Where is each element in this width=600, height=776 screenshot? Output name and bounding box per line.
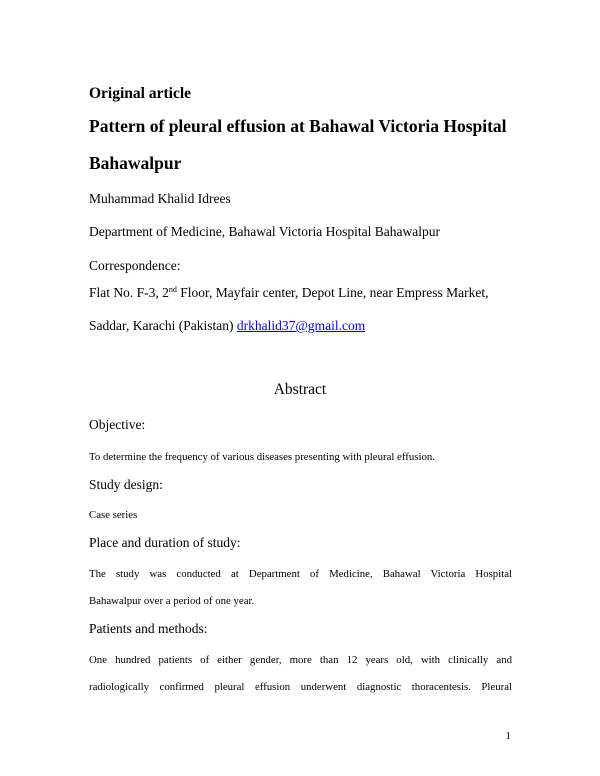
- place-duration-heading: Place and duration of study:: [89, 535, 241, 550]
- address-end: Floor, Mayfair center, Depot Line, near Empress Market,: [176, 285, 489, 300]
- page-number: 1: [505, 730, 511, 742]
- correspondence-label: Correspondence:: [89, 258, 181, 273]
- correspondence-address-line-1: [89, 285, 488, 301]
- study-design-heading: Study design:: [89, 477, 163, 492]
- place-duration-text-line-2: Bahawalpur over a period of one year.: [89, 595, 255, 607]
- author-department: Department of Medicine, Bahawal Victoria Hospital Bahawalpur: [89, 224, 440, 239]
- place-duration-text-line-1: The study was conducted at Department of Medicine, Bahawal Victoria Hospital: [89, 568, 512, 580]
- email-link[interactable]: drkhalid37@gmail.com: [236, 318, 366, 333]
- title-line-1: Pattern of pleural effusion at Bahawal Victoria Hospital: [89, 116, 507, 136]
- objective-text: To determine the frequency of various diseases presenting with pleural effusion.: [89, 451, 435, 463]
- address-city: Saddar, Karachi (Pakistan): [89, 318, 237, 333]
- title-line-2: Bahawalpur: [89, 153, 182, 173]
- patients-methods-text-line-2: radiologically confirmed pleural effusion underwent diagnostic thoracentesis. Pleural: [89, 681, 512, 693]
- objective-heading: Objective:: [89, 417, 146, 432]
- correspondence-address-line-2: [89, 318, 365, 334]
- address-superscript: nd: [168, 285, 177, 294]
- article-type: Original article: [89, 85, 192, 102]
- patients-methods-text-line-1: One hundred patients of either gender, more than 12 years old, with clinically and: [89, 654, 512, 666]
- address-start: Flat No. F-3, 2: [89, 285, 169, 300]
- author-name: Muhammad Khalid Idrees: [89, 191, 231, 206]
- patients-methods-heading: Patients and methods:: [89, 621, 208, 636]
- study-design-text: Case series: [89, 509, 138, 521]
- abstract-heading: Abstract: [273, 381, 327, 398]
